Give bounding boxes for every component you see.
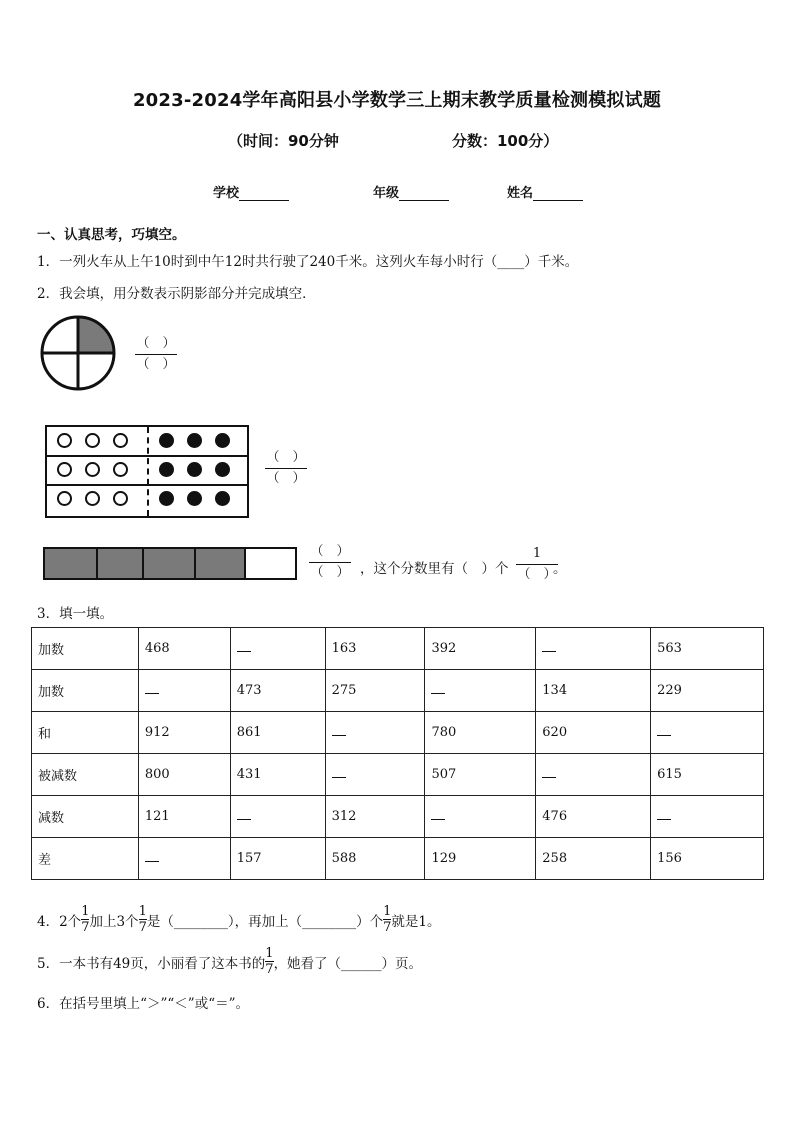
- question-5: 5．一本书有49页，小丽看了这本书的 $\frac{1}{7}$ ，她看了（______）页。: [37, 946, 423, 977]
- question-6: 6．在括号里填上“＞”“＜”或“＝”。: [37, 996, 249, 1012]
- strip-question-end: 。: [553, 561, 567, 577]
- grade-label: 年级: [373, 186, 400, 201]
- question-2: 2．我会填，用分数表示阴影部分并完成填空．: [37, 286, 316, 302]
- strip-figure: [43, 547, 295, 580]
- answer-blank[interactable]: [651, 796, 764, 838]
- table-cell: 121: [138, 796, 230, 838]
- grade-field: [373, 182, 449, 201]
- table-row: [32, 754, 764, 796]
- table-row: [32, 628, 764, 670]
- question-1: 1．一列火车从上午10时到中午12时共行驶了240千米。这列火车每小时行（____）千米。: [37, 254, 579, 270]
- table-cell: 620: [536, 712, 651, 754]
- question-4: 4．2个 $\frac{1}{7}$ 加上3个 $\frac{1}{7}$ 是（________），再加上（________）个 $\frac{1}{7}$ 就是1。: [37, 904, 441, 935]
- row-label: 减数: [32, 796, 139, 838]
- fraction-one-seventh: $\frac{1}{7}$: [81, 904, 90, 935]
- answer-blank[interactable]: [138, 838, 230, 880]
- table-cell: 129: [425, 838, 536, 880]
- table-cell: 163: [325, 628, 425, 670]
- table-cell: 563: [651, 628, 764, 670]
- fraction-answer-1[interactable]: （ ） （ ）: [136, 336, 176, 372]
- table-cell: 275: [325, 670, 425, 712]
- table-cell: 861: [230, 712, 325, 754]
- exam-score: 分数：100分）: [452, 132, 559, 150]
- table-cell: 800: [138, 754, 230, 796]
- row-label: 加数: [32, 670, 139, 712]
- row-label: 差: [32, 838, 139, 880]
- fraction-one-seventh: $\frac{1}{7}$: [265, 946, 274, 977]
- quarter-circle-figure: [38, 313, 118, 393]
- school-field: [213, 182, 289, 201]
- name-label: 姓名: [507, 186, 534, 201]
- table-row: [32, 796, 764, 838]
- answer-blank[interactable]: [230, 628, 325, 670]
- table-cell: 615: [651, 754, 764, 796]
- table-cell: 431: [230, 754, 325, 796]
- table-cell: 588: [325, 838, 425, 880]
- table-cell: 476: [536, 796, 651, 838]
- answer-blank[interactable]: [425, 670, 536, 712]
- table-cell: 780: [425, 712, 536, 754]
- table-row: [32, 712, 764, 754]
- table-cell: 157: [230, 838, 325, 880]
- strip-question-text: ，这个分数里有（ ）个: [360, 561, 509, 577]
- answer-blank[interactable]: [536, 628, 651, 670]
- grade-blank[interactable]: [399, 186, 449, 201]
- table-cell: 156: [651, 838, 764, 880]
- school-blank[interactable]: [239, 186, 289, 201]
- answer-blank[interactable]: [651, 712, 764, 754]
- answer-blank[interactable]: [325, 754, 425, 796]
- fraction-one-seventh: $\frac{1}{7}$: [383, 904, 392, 935]
- table-cell: 473: [230, 670, 325, 712]
- answer-blank[interactable]: [138, 670, 230, 712]
- add-subtract-table: [31, 627, 764, 880]
- table-cell: 258: [536, 838, 651, 880]
- fraction-answer-3[interactable]: （ ） （ ）: [310, 544, 350, 580]
- section-heading: 一、认真思考，巧填空。: [37, 227, 186, 243]
- school-label: 学校: [213, 186, 240, 201]
- row-label: 加数: [32, 628, 139, 670]
- table-cell: 507: [425, 754, 536, 796]
- table-cell: 468: [138, 628, 230, 670]
- table-cell: 134: [536, 670, 651, 712]
- answer-blank[interactable]: [425, 796, 536, 838]
- page-title: 2023-2024学年高阳县小学数学三上期末教学质量检测模拟试题: [132, 90, 662, 111]
- table-cell: 312: [325, 796, 425, 838]
- table-cell: 392: [425, 628, 536, 670]
- unit-fraction-answer[interactable]: 1 （ ）: [517, 546, 557, 582]
- table-row: [32, 670, 764, 712]
- row-label: 和: [32, 712, 139, 754]
- fraction-one-seventh: $\frac{1}{7}$: [138, 904, 147, 935]
- answer-blank[interactable]: [325, 712, 425, 754]
- dot-grid-figure: [45, 425, 249, 518]
- exam-time: （时间：90分钟: [228, 132, 339, 150]
- row-label: 被减数: [32, 754, 139, 796]
- answer-blank[interactable]: [536, 754, 651, 796]
- table-cell: 229: [651, 670, 764, 712]
- table-cell: 912: [138, 712, 230, 754]
- name-blank[interactable]: [533, 186, 583, 201]
- question-3: 3．填一填。: [37, 606, 114, 622]
- name-field: [507, 182, 583, 201]
- table-row: [32, 838, 764, 880]
- fraction-answer-2[interactable]: （ ） （ ）: [266, 450, 306, 486]
- answer-blank[interactable]: [230, 796, 325, 838]
